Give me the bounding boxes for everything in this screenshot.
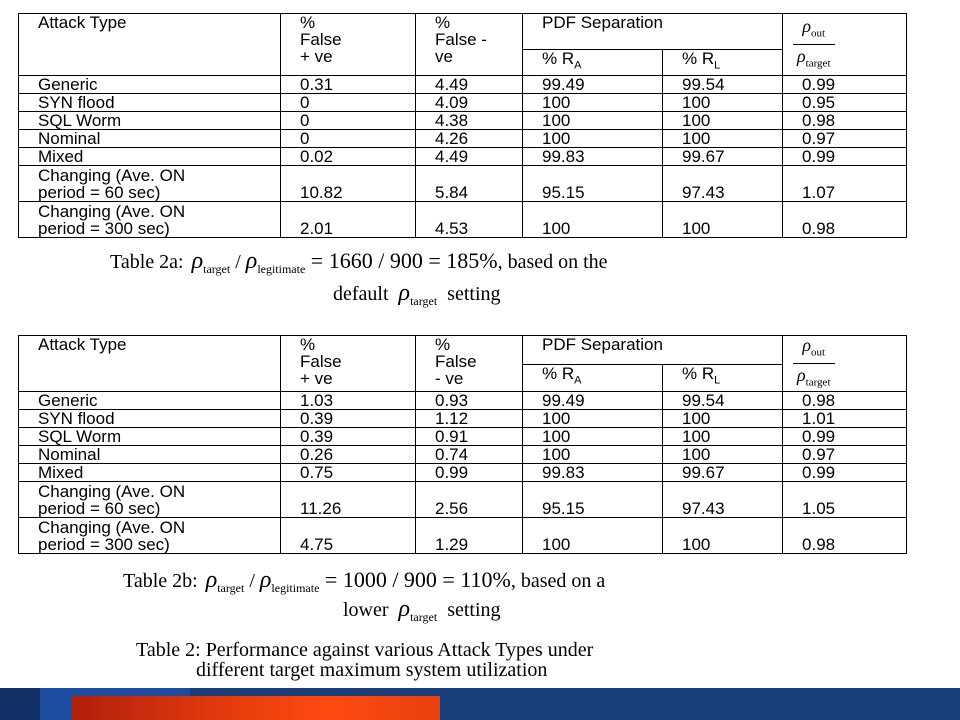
header-subscript: L xyxy=(714,374,721,387)
ratio-cell: 0.99 xyxy=(783,148,907,166)
rho-symbol: ρ xyxy=(797,45,806,66)
rl-header xyxy=(663,365,783,392)
attack-type-text: Mixed xyxy=(38,463,84,482)
attack-type-text: Generic xyxy=(38,75,98,94)
ratio-cell: 1.07 xyxy=(783,166,907,202)
caption-slash: / xyxy=(230,251,246,273)
attack-type-text: period = 300 sec) xyxy=(38,535,170,554)
false-positive-cell: 4.75 xyxy=(281,518,416,554)
ra-cell: 100 xyxy=(523,518,663,554)
ratio-cell: 1.05 xyxy=(783,482,907,518)
ratio-cell: 0.97 xyxy=(783,446,907,464)
header-text: False xyxy=(300,30,342,49)
false-negative-cell: 0.74 xyxy=(416,446,523,464)
rl-cell: 100 xyxy=(663,410,783,428)
false-negative-cell: 2.56 xyxy=(416,482,523,518)
false-negative-cell: 1.12 xyxy=(416,410,523,428)
ra-cell: 99.83 xyxy=(523,464,663,482)
false-negative-cell: 1.29 xyxy=(416,518,523,554)
false-positive-cell: 0.75 xyxy=(281,464,416,482)
caption-prefix: Table 2b: xyxy=(123,570,198,592)
ra-cell: 99.49 xyxy=(523,392,663,410)
attack-type-cell xyxy=(19,112,281,130)
ratio-cell: 0.99 xyxy=(783,76,907,94)
caption-line2-prefix: lower xyxy=(343,599,389,621)
header-subscript: A xyxy=(574,374,582,387)
pdf-separation-header: PDF Separation xyxy=(523,336,783,365)
table-row xyxy=(19,428,907,446)
header-text: % xyxy=(300,13,316,32)
attack-type-text: Changing (Ave. ON xyxy=(38,166,186,185)
table-row xyxy=(19,112,907,130)
rho-subscript: target xyxy=(805,376,831,389)
false-negative-cell: 5.84 xyxy=(416,166,523,202)
table-row xyxy=(19,410,907,428)
false-positive-header xyxy=(281,336,416,392)
header-subscript: L xyxy=(714,59,721,72)
rho-symbol: ρ xyxy=(205,567,218,593)
false-negative-cell: 0.91 xyxy=(416,428,523,446)
caption-line2-prefix: default xyxy=(333,283,389,305)
ra-cell: 95.15 xyxy=(523,166,663,202)
rl-cell: 99.54 xyxy=(663,392,783,410)
header-text: % xyxy=(435,335,451,354)
rho-symbol: ρ xyxy=(259,567,272,593)
ratio-cell: 0.98 xyxy=(783,518,907,554)
table-row xyxy=(19,446,907,464)
false-positive-cell: 1.03 xyxy=(281,392,416,410)
attack-type-cell xyxy=(19,76,281,94)
ra-cell: 100 xyxy=(523,446,663,464)
attack-type-cell xyxy=(19,148,281,166)
pdf-separation-header: PDF Separation xyxy=(523,14,783,50)
caption-slash: / xyxy=(244,570,260,592)
rho-out-over-target xyxy=(793,336,834,391)
rho-out-over-target xyxy=(793,17,834,72)
rl-cell: 100 xyxy=(663,94,783,112)
rl-cell: 100 xyxy=(663,202,783,238)
attack-type-cell xyxy=(19,94,281,112)
rho-target xyxy=(793,364,834,392)
header-text: % R xyxy=(682,49,715,68)
false-positive-header xyxy=(281,14,416,76)
false-negative-cell: 4.38 xyxy=(416,112,523,130)
ratio-cell: 0.97 xyxy=(783,130,907,148)
attack-type-text: SYN flood xyxy=(38,93,115,112)
ra-cell: 100 xyxy=(523,202,663,238)
caption-prefix: Table 2a: xyxy=(110,251,184,273)
ratio-cell: 0.99 xyxy=(783,464,907,482)
rho-symbol: ρ xyxy=(797,364,806,385)
rho-subscript: legitimate xyxy=(257,262,306,276)
ra-cell: 100 xyxy=(523,428,663,446)
rho-subscript: out xyxy=(811,27,826,40)
table-row xyxy=(19,148,907,166)
attack-type-cell xyxy=(19,130,281,148)
attack-type-text: Nominal xyxy=(38,445,101,464)
rl-cell: 100 xyxy=(663,112,783,130)
header-subscript: A xyxy=(574,59,582,72)
header-text: ve xyxy=(435,47,453,66)
header-text: % R xyxy=(542,364,575,384)
rl-cell: 99.67 xyxy=(663,148,783,166)
rho-subscript: legitimate xyxy=(271,581,320,595)
footer-dark-block xyxy=(0,688,40,720)
caption-suffix: , based on the xyxy=(497,251,608,273)
ra-cell: 100 xyxy=(523,130,663,148)
rl-cell: 100 xyxy=(663,518,783,554)
rl-cell: 100 xyxy=(663,130,783,148)
rho-symbol: ρ xyxy=(802,335,812,355)
rho-target xyxy=(793,45,834,73)
rl-cell: 97.43 xyxy=(663,166,783,202)
rho-symbol: ρ xyxy=(398,596,411,622)
ratio-cell: 0.99 xyxy=(783,428,907,446)
false-positive-cell: 0.02 xyxy=(281,148,416,166)
false-positive-cell: 2.01 xyxy=(281,202,416,238)
header-row xyxy=(19,336,907,365)
rho-out xyxy=(793,336,834,364)
header-text: + ve xyxy=(300,47,333,66)
false-negative-cell: 4.26 xyxy=(416,130,523,148)
ra-cell: 99.83 xyxy=(523,148,663,166)
rho-subscript: target xyxy=(203,262,231,276)
attack-type-text: period = 300 sec) xyxy=(38,219,170,238)
ratio-cell: 0.98 xyxy=(783,112,907,130)
attack-type-text: Generic xyxy=(38,391,98,410)
header-text: + ve xyxy=(300,369,333,388)
attack-type-text: SQL Worm xyxy=(38,111,122,130)
header-text: % xyxy=(435,13,451,32)
attack-type-text: Changing (Ave. ON xyxy=(38,482,186,502)
caption-line2-suffix: setting xyxy=(447,599,501,621)
caption-equation: = 1000 / 900 = 110% xyxy=(319,567,511,592)
rho-subscript: target xyxy=(410,610,438,624)
table-row xyxy=(19,464,907,482)
footer-orange-accent xyxy=(72,696,440,720)
table-row xyxy=(19,130,907,148)
rl-cell: 99.54 xyxy=(663,76,783,94)
attack-type-text: Mixed xyxy=(38,147,84,166)
rl-cell: 100 xyxy=(663,428,783,446)
rho-ratio-header xyxy=(783,14,907,76)
table-row xyxy=(19,518,907,554)
header-text: False - xyxy=(435,30,487,49)
rl-cell: 100 xyxy=(663,446,783,464)
table-2a-caption-line2 xyxy=(333,282,501,312)
attack-type-text: Nominal xyxy=(38,129,101,148)
ratio-cell: 0.98 xyxy=(783,392,907,410)
rho-subscript: target xyxy=(410,294,438,308)
rl-cell: 99.67 xyxy=(663,464,783,482)
false-positive-cell: 0.31 xyxy=(281,76,416,94)
false-negative-cell: 4.53 xyxy=(416,202,523,238)
attack-type-header: Attack Type xyxy=(19,14,281,76)
attack-type-cell xyxy=(19,428,281,446)
rho-subscript: target xyxy=(217,581,245,595)
header-text: - ve xyxy=(435,369,464,388)
attack-type-text: period = 60 sec) xyxy=(38,499,161,518)
table-row xyxy=(19,94,907,112)
ra-cell: 95.15 xyxy=(523,482,663,518)
attack-type-text: SYN flood xyxy=(38,409,115,428)
attack-type-cell xyxy=(19,410,281,428)
rho-symbol: ρ xyxy=(398,280,411,306)
header-text: % R xyxy=(682,364,715,384)
rl-cell: 97.43 xyxy=(663,482,783,518)
table-2b-caption xyxy=(123,569,605,599)
attack-type-cell xyxy=(19,482,281,518)
ratio-cell: 0.95 xyxy=(783,94,907,112)
attack-type-text: period = 60 sec) xyxy=(38,183,161,202)
false-positive-cell: 0 xyxy=(281,94,416,112)
attack-type-cell xyxy=(19,446,281,464)
false-positive-cell: 0.39 xyxy=(281,428,416,446)
false-positive-cell: 0 xyxy=(281,112,416,130)
false-positive-cell: 10.82 xyxy=(281,166,416,202)
attack-type-header: Attack Type xyxy=(19,336,281,392)
table-row xyxy=(19,392,907,410)
attack-type-text: Changing (Ave. ON xyxy=(38,202,186,221)
attack-type-cell xyxy=(19,392,281,410)
table-2b-caption-line2 xyxy=(343,598,501,628)
rho-subscript: target xyxy=(805,57,831,70)
ra-cell: 100 xyxy=(523,94,663,112)
table-2a xyxy=(18,13,907,238)
caption-equation: = 1660 / 900 = 185% xyxy=(305,248,498,273)
rho-out xyxy=(793,17,834,45)
attack-type-cell xyxy=(19,166,281,202)
ratio-cell: 1.01 xyxy=(783,410,907,428)
table-2-caption-line1: Table 2: Performance against various Attack Types under xyxy=(136,639,594,661)
false-negative-header xyxy=(416,14,523,76)
attack-type-text: Changing (Ave. ON xyxy=(38,518,186,538)
table-row xyxy=(19,482,907,518)
attack-type-text: SQL Worm xyxy=(38,427,122,446)
table-row xyxy=(19,166,907,202)
caption-suffix: , based on a xyxy=(510,570,606,592)
false-negative-cell: 4.09 xyxy=(416,94,523,112)
false-positive-cell: 11.26 xyxy=(281,482,416,518)
false-negative-cell: 0.93 xyxy=(416,392,523,410)
ra-header xyxy=(523,50,663,76)
rl-header xyxy=(663,50,783,76)
header-row xyxy=(19,14,907,50)
header-text: % R xyxy=(542,49,575,68)
false-negative-cell: 4.49 xyxy=(416,76,523,94)
table-2b xyxy=(18,335,907,554)
header-text: False xyxy=(300,352,342,371)
rho-symbol: ρ xyxy=(802,15,812,36)
ra-header xyxy=(523,365,663,392)
false-positive-cell: 0 xyxy=(281,130,416,148)
rho-symbol: ρ xyxy=(191,248,204,274)
table-row xyxy=(19,76,907,94)
attack-type-cell xyxy=(19,518,281,554)
false-positive-cell: 0.39 xyxy=(281,410,416,428)
rho-symbol: ρ xyxy=(245,248,258,274)
false-negative-cell: 0.99 xyxy=(416,464,523,482)
header-text: % xyxy=(300,335,316,354)
caption-line2-suffix: setting xyxy=(447,283,501,305)
table-2a-caption xyxy=(110,250,608,280)
table-row xyxy=(19,202,907,238)
table-2-caption-line2: different target maximum system utilization xyxy=(196,659,548,681)
attack-type-cell xyxy=(19,464,281,482)
ra-cell: 100 xyxy=(523,112,663,130)
rho-subscript: out xyxy=(811,346,826,359)
false-positive-cell: 0.26 xyxy=(281,446,416,464)
false-negative-cell: 4.49 xyxy=(416,148,523,166)
ra-cell: 99.49 xyxy=(523,76,663,94)
rho-ratio-header xyxy=(783,336,907,392)
ratio-cell: 0.98 xyxy=(783,202,907,238)
attack-type-cell xyxy=(19,202,281,238)
header-text: False xyxy=(435,352,477,371)
ra-cell: 100 xyxy=(523,410,663,428)
false-negative-header xyxy=(416,336,523,392)
